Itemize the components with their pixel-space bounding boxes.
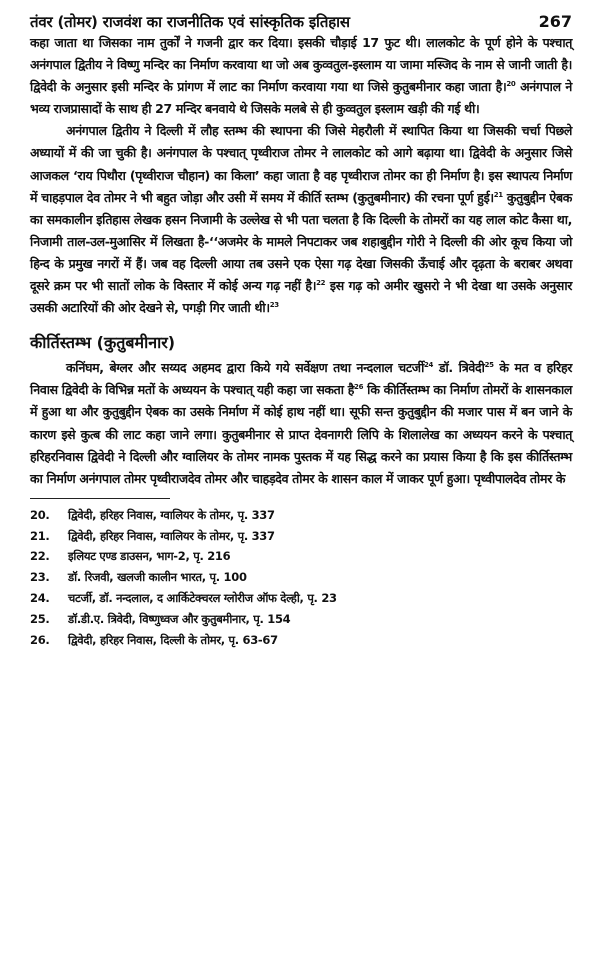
footnote-ref-24: 24 [423, 361, 434, 370]
footnote-item [30, 630, 572, 651]
footnote-item [30, 526, 572, 547]
footnote-text: इलियट एण्ड डाउसन, भाग-2, पृ. 216 [68, 549, 231, 564]
footnote-ref-23: 23 [269, 300, 279, 309]
footnote-text: द्विवेदी, हरिहर निवास, ग्वालियर के तोमर, पृ. 337 [68, 507, 275, 522]
paragraph-1 [30, 32, 572, 120]
footnotes-list [30, 505, 572, 651]
body-text [30, 32, 572, 490]
footnote-ref-20: 20 [506, 80, 516, 89]
section-heading: कीर्तिस्तम्भ (कुतुबमीनार) [30, 333, 176, 353]
footnote-number: 26. [30, 632, 50, 647]
paragraph-3-text-a: कनिंघम, बेग्लर और सय्यद अहमद द्वारा किये गये सर्वेक्षण तथा नन्दलाल चटर्जी [66, 360, 424, 376]
footnote-text: डॉ. रिजवी, खलजी कालीन भारत, पृ. 100 [68, 570, 247, 585]
paragraph-1-text-a: कहा जाता था जिसका नाम तुर्कों ने गजनी द्वार कर दिया। इसकी चौड़ाई 17 फुट थी। लालकोट के पूर्ण होने के पश्चात् अनंगपाल द्वितीय ने विष्णु मन्दिर का निर्माण करवाया था जो अब कुव्वतुल-इस्लाम या जामा मस्जिद के नाम से जानी जाती है। द्विवेदी के अनुसार इसी मन्दिर के प्रांगण में लाट का निर्माण करवाया गया था जिसे कुतुबमीनार कहा जाता है। [30, 35, 572, 95]
paragraph-2 [30, 120, 572, 319]
page-number: 267 [538, 12, 572, 31]
paragraph-2-text-b: कुतुबुद्दीन ऐबक का समकालीन इतिहास लेखक हसन निजामी के उल्लेख से भी पता चलता है कि दिल्ली के तोमरों का यह लाल कोट कैसा था, निजामी ताल-उल-मुआसिर में लिखता है-‘‘अजमेर के मामले निपटाकर जब शहाबुद्दीन गोरी ने दिल्ली की ओर कूच किया जो हिन्द के प्रमुख नगरों में हैं। जब वह दिल्ली आया तब उसने एक ऐसा गढ़ देखा जिसकी ऊँचाई और दृढ़ता के बराबर अथवा दूसरे क्रम पर भी सातों लोक के विस्तार में कोई अन्य गढ़ नहीं है। [30, 189, 572, 294]
running-header [30, 0, 572, 32]
paragraph-3-text-b: डॉ. त्रिवेदी [433, 360, 485, 376]
paragraph-3 [30, 357, 572, 490]
footnote-number: 24. [30, 590, 50, 605]
footnote-item [30, 546, 572, 567]
footnote-item [30, 588, 572, 609]
footnote-text: डॉ.डी.ए. त्रिवेदी, विष्णुध्वज और कुतुबमीनार, पृ. 154 [68, 611, 291, 626]
footnote-number: 22. [30, 549, 50, 564]
footnote-number: 21. [30, 528, 50, 543]
footnote-text: द्विवेदी, हरिहर निवास, दिल्ली के तोमर, पृ. 63-67 [68, 632, 278, 647]
footnote-item [30, 505, 572, 526]
footnote-item [30, 567, 572, 588]
footnote-ref-26: 26 [354, 383, 364, 392]
paragraph-1-text-b: अनंगपाल ने भव्य राजप्रासादों के साथ ही 27 मन्दिर बनवाये थे जिसके मलबे से ही कुव्वतुल इस्लाम खड़ी की गई थी। [30, 79, 572, 117]
footnote-ref-22: 22 [316, 278, 326, 287]
footnote-ref-25: 25 [484, 361, 494, 370]
paragraph-3-text-d: कि कीर्तिस्तम्भ का निर्माण तोमरों के शासनकाल में हुआ था और कुतुबुद्दीन ऐबक का उसके निर्माण में कोई हाथ नहीं था। सूफी सन्त कुतुबुद्दीन की मजार पास में बन जाने के कारण इसे कुत्ब की लाट कहा जाने लगा। कुतुबमीनार से प्राप्त देवनागरी लिपि के शिलालेख का अध्ययन करने के पश्चात् हरिहरनिवास द्विवेदी ने दिल्ली और ग्वालियर के तोमर नामक पुस्तक में यह सिद्ध करने का प्रयास किया है कि इस कीर्तिस्तम्भ का निर्माण अनंगपाल तोमर पृथ्वीराजदेव तोमर और चाहड़देव तोमर के शासन काल में जाकर पूर्ण हुआ। पृथ्वीपालदेव तोमर के [30, 382, 572, 486]
footnote-number: 23. [30, 570, 50, 585]
footnote-divider [30, 498, 170, 499]
footnote-text: द्विवेदी, हरिहर निवास, ग्वालियर के तोमर, पृ. 337 [68, 528, 275, 543]
footnote-ref-21: 21 [493, 190, 503, 199]
paragraph-2-text-a: अनंगपाल द्वितीय ने दिल्ली में लौह स्तम्भ की स्थापना की जिसे मेहरौली में स्थापित किया था जिसकी चर्चा पिछले अध्यायों में की जा चुकी है। अनंगपाल के पश्चात् पृथ्वीराज तोमर ने लालकोट को आगे बढ़ाया था। द्विवेदी के अनुसार जिसे आजकल ‘राय पिथौरा (पृथ्वीराज चौहान) का किला’ कहा जाता है वह पृथ्वीराज तोमर का ही निर्माण है। इस स्थापत्य निर्माण में चाहड़पाल देव तोमर ने भी बहुत जोड़ा और उसी में समय में कीर्ति स्तम्भ (कुतुबमीनार) की रचना पूर्ण हुई। [30, 123, 572, 205]
footnote-text: चटर्जी, डॉ. नन्दलाल, द आर्किटेक्चरल ग्लोरीज ऑफ देल्ही, पृ. 23 [68, 590, 337, 605]
footnote-number: 25. [30, 611, 50, 626]
footnote-item [30, 609, 572, 630]
paragraph-3-text-c: के मत व हरिहर निवास द्विवेदी के विभिन्न मतों के अध्ययन के पश्चात् यही कहा जा सकता है [30, 360, 572, 398]
footnote-number: 20. [30, 507, 50, 522]
running-title: तंवर (तोमर) राजवंश का राजनीतिक एवं सांस्कृतिक इतिहास [30, 13, 350, 31]
paragraph-2-text-c: इस गढ़ को अमीर खुसरो ने भी देखा था उसके अनुसार उसकी अटारियों की ओर देखने से, पगड़ी गिर जाती थी। [30, 278, 572, 316]
